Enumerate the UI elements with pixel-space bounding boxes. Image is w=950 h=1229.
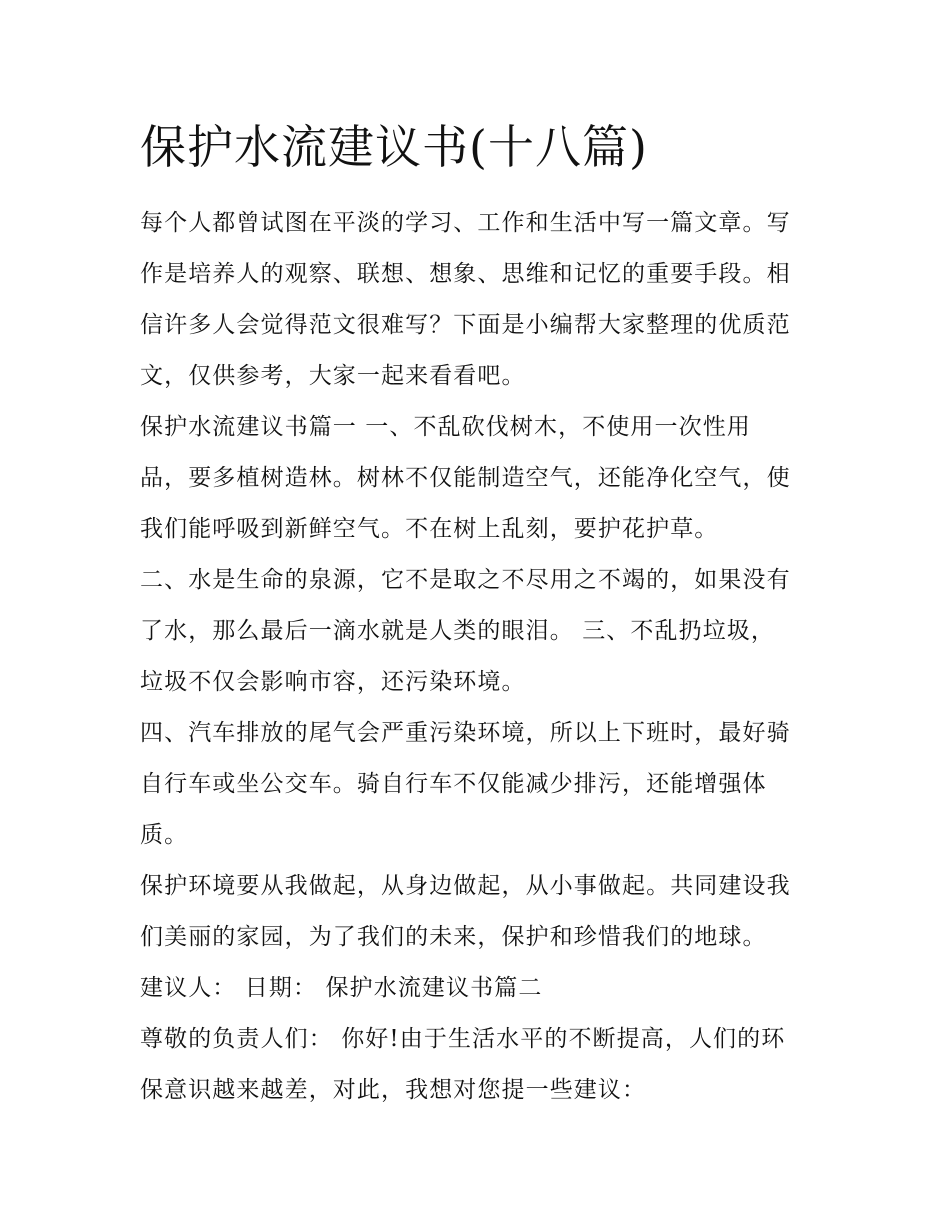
text-line: 品，要多植树造林。树林不仅能制造空气，还能净化空气，使 [140, 465, 791, 491]
text-line: 保护水流建议书篇一 一、不乱砍伐树木，不使用一次性用 [140, 414, 751, 440]
page-title: 保护水流建议书(十八篇) [140, 120, 648, 174]
text-line: 我们能呼吸到新鲜空气。不在树上乱刻，要护花护草。 [140, 516, 719, 542]
text-line: 文，仅供参考，大家一起来看看吧。 [140, 363, 526, 389]
text-line: 了水，那么最后一滴水就是人类的眼泪。 三、不乱扔垃圾， [140, 618, 776, 644]
text-line: 垃圾不仅会影响市容，还污染环境。 [140, 669, 526, 695]
text-line: 建议人： 日期： 保护水流建议书篇二 [140, 975, 543, 1001]
text-line: 们美丽的家园，为了我们的未来，保护和珍惜我们的地球。 [140, 924, 767, 950]
text-line: 自行车或坐公交车。骑自行车不仅能减少排污，还能增强体 [140, 771, 767, 797]
text-line: 质。 [140, 822, 189, 848]
text-line: 尊敬的负责人们： 你好!由于生活水平的不断提高，人们的环 [140, 1026, 786, 1052]
text-line: 二、水是生命的泉源，它不是取之不尽用之不竭的，如果没有 [140, 567, 791, 593]
text-line: 保意识越来越差，对此，我想对您提一些建议： [140, 1077, 647, 1103]
text-line: 信许多人会觉得范文很难写？下面是小编帮大家整理的优质范 [140, 312, 791, 338]
text-line: 四、汽车排放的尾气会严重污染环境，所以上下班时，最好骑 [140, 720, 791, 746]
text-line: 作是培养人的观察、联想、想象、思维和记忆的重要手段。相 [140, 261, 791, 287]
text-line: 每个人都曾试图在平淡的学习、工作和生活中写一篇文章。写 [140, 210, 791, 236]
text-line: 保护环境要从我做起，从身边做起，从小事做起。共同建设我 [140, 873, 791, 899]
